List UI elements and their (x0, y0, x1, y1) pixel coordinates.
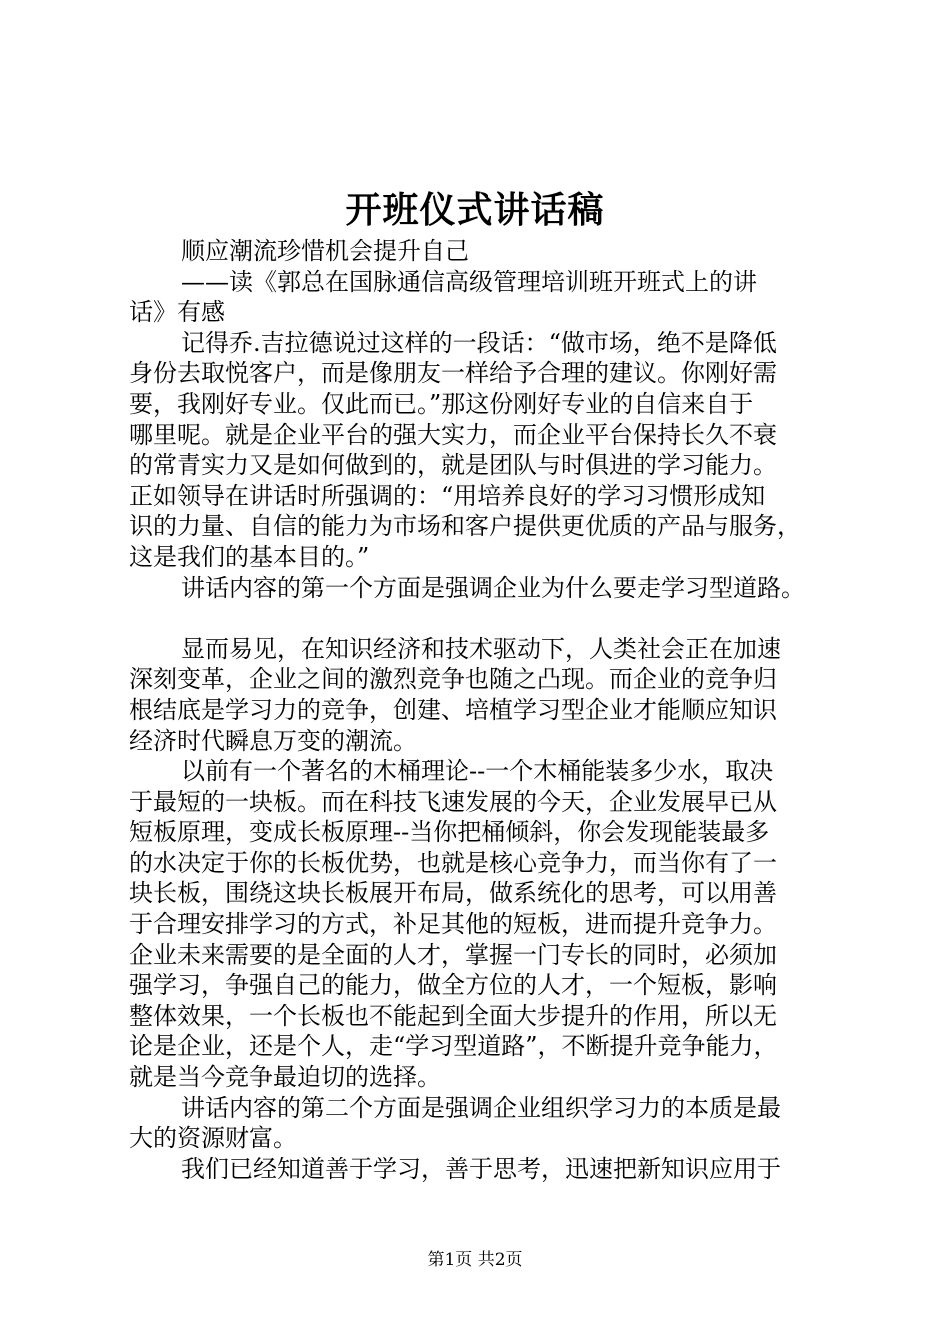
text-line: 正如领导在讲话时所强调的：“用培养良好的学习习惯形成知 (129, 481, 766, 510)
page-footer: 第1页 共2页 (427, 1250, 523, 1270)
text-line: 就是当今竞争最迫切的选择。 (129, 1063, 441, 1092)
text-line: 我们已经知道善于学习，善于思考，迅速把新知识应用于 (181, 1154, 781, 1183)
text-line: 哪里呢。就是企业平台的强大实力，而企业平台保持长久不衰 (129, 420, 777, 449)
text-line: 于最短的一块板。而在科技飞速发展的今天，企业发展早已从 (129, 787, 777, 816)
text-line: 讲话内容的第二个方面是强调企业组织学习力的本质是最 (181, 1093, 781, 1122)
text-line: 根结底是学习力的竞争，创建、培植学习型企业才能顺应知识 (129, 695, 777, 724)
text-line: 于合理安排学习的方式，补足其他的短板，进而提升竞争力。 (129, 910, 777, 939)
text-line: 的常青实力又是如何做到的，就是团队与时俱进的学习能力。 (129, 451, 777, 480)
text-line: 话》有感 (129, 298, 225, 327)
text-line: 整体效果，一个长板也不能起到全面大步提升的作用，所以无 (129, 1001, 777, 1030)
text-line: 顺应潮流珍惜机会提升自己 (181, 237, 469, 265)
blank-line (129, 603, 844, 634)
text-line: 深刻变革，企业之间的激烈竞争也随之凸现。而企业的竞争归 (129, 665, 777, 694)
text-line: 大的资源财富。 (129, 1124, 297, 1153)
document-body (129, 236, 844, 1184)
text-line: 论是企业，还是个人，走“学习型道路”，不断提升竞争能力， (129, 1032, 778, 1061)
text-line: 记得乔.吉拉德说过这样的一段话：“做市场，绝不是降低 (181, 328, 777, 357)
text-line: 显而易见，在知识经济和技术驱动下，人类社会正在加速 (181, 634, 781, 663)
text-line: 要，我刚好专业。仅此而已。”那这份刚好专业的自信来自于 (129, 389, 754, 418)
text-line: 短板原理，变成长板原理--当你把桶倾斜，你会发现能装最多 (129, 818, 770, 847)
text-line: 讲话内容的第一个方面是强调企业为什么要走学习型道路。 (181, 573, 805, 602)
text-line: ——读《郭总在国脉通信高级管理培训班开班式上的讲 (181, 267, 757, 296)
text-line: 身份去取悦客户，而是像朋友一样给予合理的建议。你刚好需 (129, 359, 777, 388)
text-line: 的水决定于你的长板优势，也就是核心竞争力，而当你有了一 (129, 848, 777, 877)
text-line: 块长板，围绕这块长板展开布局，做系统化的思考，可以用善 (129, 879, 777, 908)
text-line: 经济时代瞬息万变的潮流。 (129, 726, 417, 755)
text-line: 这是我们的基本目的。” (129, 542, 370, 571)
text-line: 强学习，争强自己的能力，做全方位的人才，一个短板，影响 (129, 971, 777, 1000)
text-line: 识的力量、自信的能力为市场和客户提供更优质的产品与服务， (129, 512, 801, 541)
text-line: 企业未来需要的是全面的人才，掌握一门专长的同时，必须加 (129, 940, 777, 969)
text-line: 以前有一个著名的木桶理论--一个木桶能装多少水，取决 (181, 757, 774, 786)
document-title: 开班仪式讲话稿 (345, 189, 605, 231)
